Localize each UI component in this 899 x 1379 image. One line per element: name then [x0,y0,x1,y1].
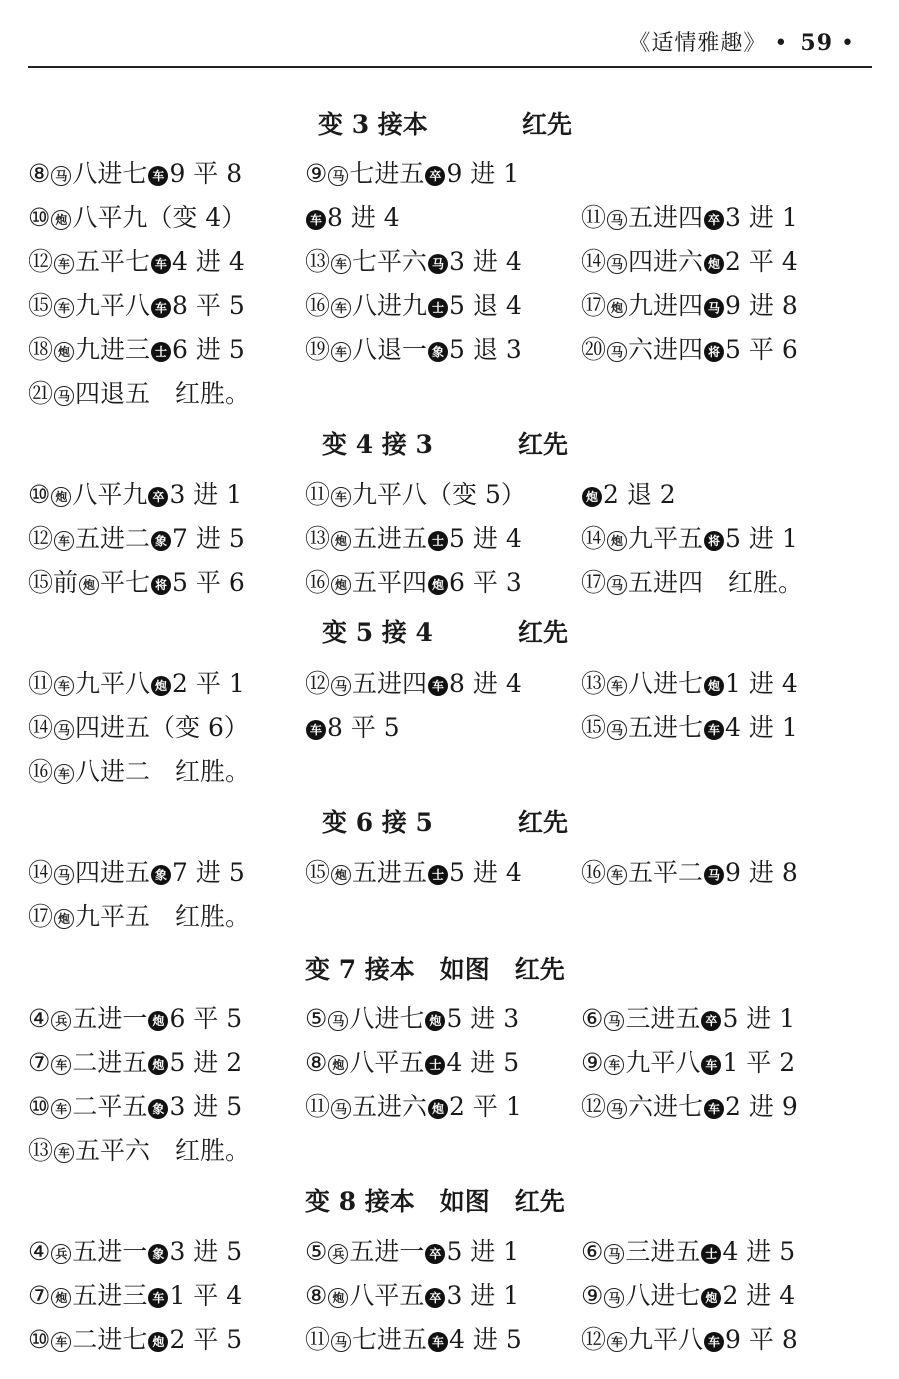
move-row [0,708,899,748]
red-piece-icon: 炮 [51,487,71,507]
red-piece-icon: 兵 [328,1244,348,1264]
variation-label: 变 4 接 3 [322,430,433,459]
move-entry: ⑥ 马 三进五 士 4 进 5 [581,1237,796,1266]
move-entry: ⑨ 马 七进五 卒 9 进 1 [305,159,520,188]
move-entry: ⑮ 车 九平八 车 8 平 5 [28,291,245,320]
black-piece-icon: 象 [151,865,171,885]
black-piece-icon: 士 [425,1055,445,1075]
black-piece-icon: 车 [148,1288,168,1308]
move-row [0,664,899,704]
move-entry: ⑬ 车 八进七 炮 1 进 4 [581,669,798,698]
black-piece-icon: 车 [704,1099,724,1119]
red-piece-icon: 车 [607,1332,627,1352]
variation-label: 变 6 接 5 [322,808,433,837]
move-entry: ⑨ 马 八进七 炮 2 进 4 [581,1281,796,1310]
red-piece-icon: 车 [54,764,74,784]
black-piece-icon: 士 [701,1244,721,1264]
move-entry: ⑫ 车 五进二 象 7 进 5 [28,524,245,553]
move-entry: ⑬ 车 七平六 马 3 进 4 [305,247,522,276]
move-entry: ⑤ 马 八进七 炮 5 进 3 [305,1004,520,1033]
move-row [0,1043,899,1083]
red-piece-icon: 炮 [51,1288,71,1308]
move-entry: ⑪ 马 五进四 卒 3 进 1 [581,203,798,232]
red-piece-icon: 车 [604,1055,624,1075]
move-row [0,519,899,559]
red-piece-icon: 马 [604,1244,624,1264]
move-entry: ⑦ 炮 五进三 车 1 平 4 [28,1281,243,1310]
move-entry: ⑮ 炮 五进五 士 5 进 4 [305,858,522,887]
red-piece-icon: 炮 [331,865,351,885]
black-piece-icon: 车 [151,298,171,318]
move-row [0,198,899,238]
turn-label: 红先 [518,618,569,647]
move-entry: ⑪ 马 五进六 炮 2 平 1 [305,1092,522,1121]
move-entry: ⑪ 马 七进五 车 4 进 5 [305,1325,522,1354]
move-entry: ⑰ 炮 九平五 红胜。 [28,902,251,931]
move-entry: ⑳ 马 六进四 将 5 平 6 [581,335,798,364]
black-piece-icon: 车 [428,1332,448,1352]
move-row [0,286,899,326]
black-piece-icon: 炮 [148,1332,168,1352]
move-entry: ⑮前 炮 平七 将 5 平 6 [28,568,245,597]
black-piece-icon: 象 [148,1244,168,1264]
move-entry: ⑥ 马 三进五 卒 5 进 1 [581,1004,796,1033]
red-piece-icon: 炮 [51,210,71,230]
red-piece-icon: 车 [51,1099,71,1119]
black-piece-icon: 卒 [701,1011,721,1031]
black-piece-icon: 车 [428,676,448,696]
variation-label: 变 7 接本 如图 红先 [305,955,565,984]
black-piece-icon: 象 [428,342,448,362]
move-row [0,897,899,937]
red-piece-icon: 马 [607,1099,627,1119]
turn-label: 红先 [518,430,569,459]
red-piece-icon: 车 [51,1332,71,1352]
move-row [0,374,899,414]
move-entry: ⑰ 炮 九进四 马 9 进 8 [581,291,798,320]
red-piece-icon: 车 [54,531,74,551]
red-piece-icon: 车 [331,487,351,507]
move-row [0,752,899,792]
variation-label: 变 3 接本 [318,110,428,139]
black-piece-icon: 士 [428,298,448,318]
red-piece-icon: 车 [54,676,74,696]
red-piece-icon: 炮 [54,909,74,929]
turn-label: 红先 [522,110,573,139]
red-piece-icon: 马 [607,575,627,595]
black-piece-icon: 炮 [151,676,171,696]
move-entry: ㉑ 马 四退五 红胜。 [28,379,251,408]
red-piece-icon: 马 [607,254,627,274]
black-piece-icon: 士 [428,531,448,551]
move-entry: ⑯ 车 八进九 士 5 退 4 [305,291,522,320]
move-entry: ⑧ 炮 八平五 卒 3 进 1 [305,1281,520,1310]
move-entry: ⑪ 车 九平八（变 5） [305,480,526,509]
red-piece-icon: 马 [54,720,74,740]
black-piece-icon: 车 [704,720,724,740]
red-piece-icon: 马 [328,1011,348,1031]
move-entry: 车 8 进 4 [305,198,400,238]
red-piece-icon: 马 [331,676,351,696]
black-piece-icon: 卒 [425,166,445,186]
black-piece-icon: 马 [428,254,448,274]
header-bullet-left: • [774,31,789,56]
move-entry: ⑬ 车 五平六 红胜。 [28,1136,251,1165]
black-piece-icon: 车 [151,254,171,274]
red-piece-icon: 炮 [328,1055,348,1075]
black-piece-icon: 将 [704,342,724,362]
move-row [0,1232,899,1272]
move-row [0,563,899,603]
black-piece-icon: 象 [151,531,171,551]
red-piece-icon: 兵 [51,1011,71,1031]
black-piece-icon: 士 [151,342,171,362]
black-piece-icon: 炮 [148,1055,168,1075]
move-row [0,853,899,893]
move-entry: ⑧ 炮 八平五 士 4 进 5 [305,1048,520,1077]
move-entry: ⑯ 车 五平二 马 9 进 8 [581,858,798,887]
move-row [0,999,899,1039]
black-piece-icon: 马 [704,298,724,318]
move-entry: ⑬ 炮 五进五 士 5 进 4 [305,524,522,553]
move-entry: ⑰ 马 五进四 红胜。 [581,568,804,597]
red-piece-icon: 车 [54,254,74,274]
move-entry: ⑩ 车 二平五 象 3 进 5 [28,1092,243,1121]
black-piece-icon: 车 [704,1332,724,1352]
move-entry: ⑩ 车 二进七 炮 2 平 5 [28,1325,243,1354]
black-piece-icon: 将 [704,531,724,551]
book-title: 《适情雅趣》 [628,31,767,56]
black-piece-icon: 卒 [425,1288,445,1308]
move-row [0,475,899,515]
move-entry: ⑫ 马 六进七 车 2 进 9 [581,1092,798,1121]
move-row [0,242,899,282]
red-piece-icon: 车 [54,298,74,318]
red-piece-icon: 车 [331,342,351,362]
move-entry: ⑭ 马 四进五 象 7 进 5 [28,858,245,887]
running-header [628,26,855,57]
move-entry: ⑩ 炮 八平九（变 4） [28,203,247,232]
move-entry: 车 8 平 5 [305,708,400,748]
move-row [0,1131,899,1171]
move-entry: ④ 兵 五进一 炮 6 平 5 [28,1004,243,1033]
move-entry: ⑪ 车 九平八 炮 2 平 1 [28,669,245,698]
red-piece-icon: 马 [607,720,627,740]
red-piece-icon: 兵 [51,1244,71,1264]
red-piece-icon: 车 [607,676,627,696]
black-piece-icon: 炮 [425,1011,445,1031]
move-entry: ⑭ 马 四进五（变 6） [28,713,249,742]
red-piece-icon: 车 [607,865,627,885]
move-row [0,1087,899,1127]
red-piece-icon: 马 [607,342,627,362]
black-piece-icon: 炮 [704,676,724,696]
red-piece-icon: 炮 [331,575,351,595]
move-entry: ⑦ 车 二进五 炮 5 进 2 [28,1048,243,1077]
move-row [0,154,899,194]
black-piece-icon: 炮 [428,575,448,595]
move-entry: ⑱ 炮 九进三 士 6 进 5 [28,335,245,364]
black-piece-icon: 马 [704,865,724,885]
red-piece-icon: 炮 [79,575,99,595]
page-number: 59 [800,30,834,56]
red-piece-icon: 马 [607,210,627,230]
black-piece-icon: 士 [428,865,448,885]
move-entry: ⑯ 车 八进二 红胜。 [28,757,251,786]
header-bullet-right: • [841,31,855,56]
black-piece-icon: 炮 [701,1288,721,1308]
move-entry: ⑫ 车 五平七 车 4 进 4 [28,247,245,276]
move-entry: ⑭ 马 四进六 炮 2 平 4 [581,247,798,276]
move-entry: ④ 兵 五进一 象 3 进 5 [28,1237,243,1266]
move-entry: ⑲ 车 八退一 象 5 退 3 [305,335,522,364]
red-piece-icon: 马 [328,166,348,186]
move-entry: 炮 2 退 2 [581,475,676,515]
black-piece-icon: 象 [148,1099,168,1119]
move-entry: ⑧ 马 八进七 车 9 平 8 [28,159,243,188]
red-piece-icon: 马 [54,386,74,406]
black-piece-icon: 炮 [704,254,724,274]
red-piece-icon: 炮 [607,531,627,551]
move-row [0,1276,899,1316]
move-entry: ⑤ 兵 五进一 卒 5 进 1 [305,1237,520,1266]
red-piece-icon: 车 [331,254,351,274]
move-entry: ⑮ 马 五进七 车 4 进 1 [581,713,798,742]
move-row [0,330,899,370]
red-piece-icon: 马 [604,1288,624,1308]
header-rule [28,66,872,68]
variation-label: 变 5 接 4 [322,618,433,647]
red-piece-icon: 炮 [54,342,74,362]
move-entry: ⑯ 炮 五平四 炮 6 平 3 [305,568,522,597]
red-piece-icon: 炮 [328,1288,348,1308]
black-piece-icon: 炮 [428,1099,448,1119]
move-entry: ⑭ 炮 九平五 将 5 进 1 [581,524,798,553]
black-piece-icon: 炮 [148,1011,168,1031]
red-piece-icon: 马 [54,865,74,885]
black-piece-icon: 卒 [148,487,168,507]
red-piece-icon: 马 [51,166,71,186]
red-piece-icon: 车 [54,1143,74,1163]
red-piece-icon: 炮 [607,298,627,318]
red-piece-icon: 炮 [331,531,351,551]
black-piece-icon: 炮 [582,487,602,507]
variation-label: 变 8 接本 如图 红先 [305,1187,565,1216]
turn-label: 红先 [518,808,569,837]
black-piece-icon: 车 [306,210,326,230]
black-piece-icon: 车 [148,166,168,186]
red-piece-icon: 马 [331,1332,351,1352]
red-piece-icon: 车 [51,1055,71,1075]
red-piece-icon: 马 [604,1011,624,1031]
red-piece-icon: 马 [331,1099,351,1119]
black-piece-icon: 将 [151,575,171,595]
black-piece-icon: 车 [306,720,326,740]
move-entry: ⑫ 车 九平八 车 9 平 8 [581,1325,798,1354]
move-entry: ⑫ 马 五进四 车 8 进 4 [305,669,522,698]
move-entry: ⑨ 车 九平八 车 1 平 2 [581,1048,796,1077]
move-row [0,1320,899,1360]
black-piece-icon: 卒 [425,1244,445,1264]
red-piece-icon: 车 [331,298,351,318]
black-piece-icon: 卒 [704,210,724,230]
black-piece-icon: 车 [701,1055,721,1075]
move-entry: ⑩ 炮 八平九 卒 3 进 1 [28,480,243,509]
